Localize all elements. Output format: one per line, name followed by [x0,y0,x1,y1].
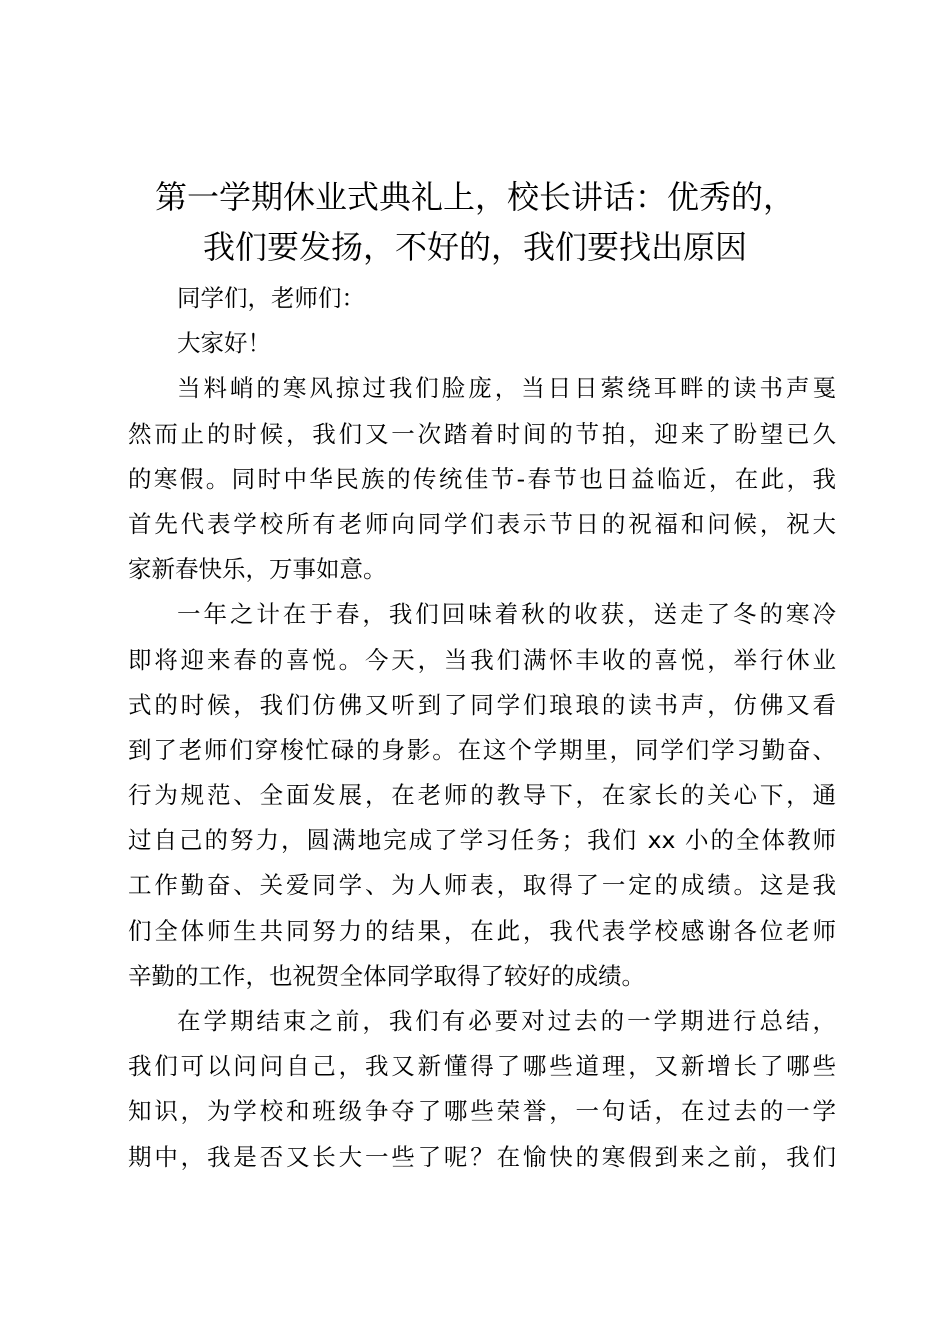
paragraph-line: 过自己的努力，圆满地完成了学习任务；我们 xx 小的全体教师 [128,826,836,855]
paragraph-salutation [128,276,836,321]
paragraph [128,999,836,1180]
paragraph [128,592,836,999]
paragraph-line: 同学们，老师们： [177,284,365,312]
paragraph-line: 家新春快乐，万事如意。 [128,555,387,584]
title-line-1: 第一学期休业式典礼上，校长讲话：优秀的， [154,178,795,216]
paragraph-line: 式的时候，我们仿佛又听到了同学们琅琅的读书声，仿佛又看 [128,690,836,719]
title-line-2: 我们要发扬，不好的，我们要找出原因 [202,228,747,266]
paragraph-line: 们全体师生共同努力的结果，在此，我代表学校感谢各位老师 [128,916,836,945]
paragraph-line: 首先代表学校所有老师向同学们表示节日的祝福和问候，祝大 [128,509,836,538]
document-title [120,172,830,272]
paragraph-line: 然而止的时候，我们又一次踏着时间的节拍，迎来了盼望已久 [128,419,836,448]
paragraph [128,366,836,592]
paragraph-line: 我们可以问问自己，我又新懂得了哪些道理，又新增长了哪些 [128,1052,836,1081]
paragraph-line: 期中，我是否又长大一些了呢？在愉快的寒假到来之前，我们 [128,1142,836,1171]
paragraph-line: 的寒假。同时中华民族的传统佳节-春节也日益临近，在此，我 [128,464,836,493]
paragraph-line: 在学期结束之前，我们有必要对过去的一学期进行总结， [177,1007,836,1035]
paragraph-greeting [128,321,836,366]
paragraph-line: 即将迎来春的喜悦。今天，当我们满怀丰收的喜悦，举行休业 [128,645,836,674]
paragraph-line: 当料峭的寒风掠过我们脸庞，当日日萦绕耳畔的读书声戛 [177,374,836,403]
document-body [128,276,836,1180]
paragraph-line: 行为规范、全面发展，在老师的教导下，在家长的关心下，通 [128,781,836,810]
paragraph-line: 到了老师们穿梭忙碌的身影。在这个学期里，同学们学习勤奋、 [128,735,836,764]
paragraph-line: 大家好！ [177,329,271,358]
paragraph-line: 知识，为学校和班级争夺了哪些荣誉，一句话，在过去的一学 [128,1097,836,1126]
paragraph-line: 一年之计在于春，我们回味着秋的收获，送走了冬的寒冷 [177,600,836,629]
paragraph-line: 工作勤奋、关爱同学、为人师表，取得了一定的成绩。这是我 [128,871,836,900]
paragraph-line: 辛勤的工作，也祝贺全体同学取得了较好的成绩。 [128,961,645,990]
